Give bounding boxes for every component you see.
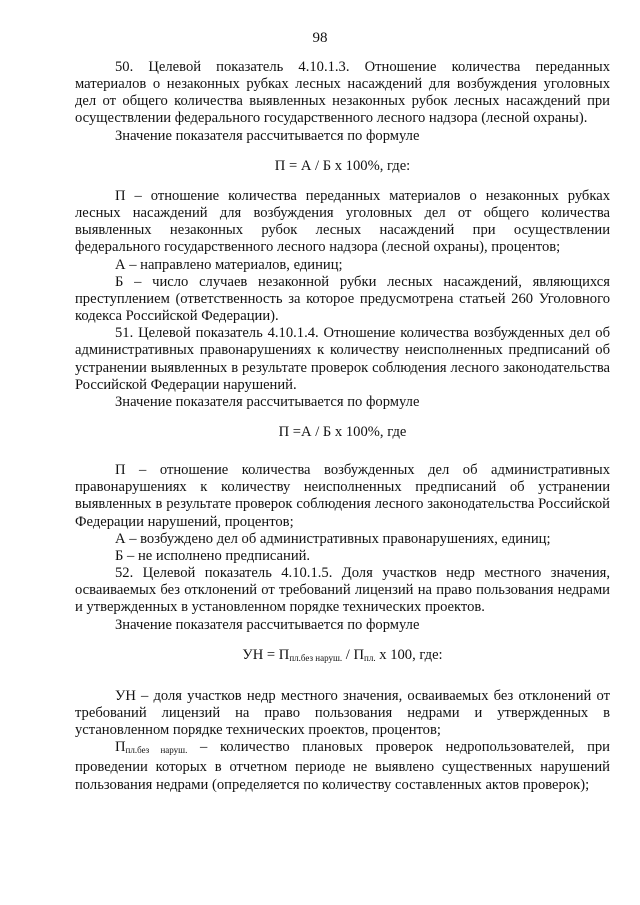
page-number: 98 bbox=[312, 30, 328, 46]
definition: А – возбуждено дел об административных правонарушениях, единиц; bbox=[115, 530, 551, 547]
definition-subscript: пл.без наруш. bbox=[125, 745, 188, 756]
formula-subscript: пл.без наруш. bbox=[289, 652, 343, 663]
formula-subscript: пл. bbox=[364, 652, 376, 663]
formula: П = А / Б х 100%, где: bbox=[274, 157, 411, 174]
formula-rhs: х 100, где: bbox=[375, 646, 443, 663]
definition: П – отношение количества возбужденных дел об административных правонарушениях к количеству неисполненных предписаний об устранении выявленных в результате проверок соблюдения лесного законодательства Российской Федерации нарушений, процентов; bbox=[75, 462, 610, 530]
formula bbox=[75, 647, 610, 667]
formula-intro: Значение показателя рассчитывается по формуле bbox=[115, 616, 420, 633]
definition: УН – доля участков недр местного значения, осваиваемых без отклонений от требований лицензий на право пользования недрами и утвержденных в установленном порядке технических проектов, процентов; bbox=[75, 687, 610, 739]
definition bbox=[75, 739, 610, 793]
definition-symbol: П bbox=[115, 739, 126, 756]
paragraph-52: 52. Целевой показатель 4.10.1.5. Доля участков недр местного значения, осваиваемых без отклонений от требований лицензий на право пользования недрами и утвержденных в установленном порядке технических проектов. bbox=[75, 565, 610, 616]
formula-intro: Значение показателя рассчитывается по формуле bbox=[115, 393, 420, 410]
formula-lhs: УН = П bbox=[242, 646, 290, 663]
definition: Б – не исполнено предписаний. bbox=[115, 547, 311, 564]
definition: А – направлено материалов, единиц; bbox=[115, 256, 343, 273]
formula-intro: Значение показателя рассчитывается по формуле bbox=[115, 127, 420, 144]
paragraph-51: 51. Целевой показатель 4.10.1.4. Отношение количества возбужденных дел об административных правонарушениях к количеству неисполненных предписаний об устранении выявленных в результате проверок соблюдения лесного законодательства Российской Федерации нарушений. bbox=[75, 325, 610, 393]
formula: П =А / Б х 100%, где bbox=[278, 423, 407, 440]
formula-mid: / П bbox=[342, 646, 365, 663]
definition: П – отношение количества переданных материалов о незаконных рубках лесных насаждений для возбуждения уголовных дел от общего количества выявленных незаконных рубок лесных насаждений при осуществлении федерального государственного лесного надзора (лесной охраны), процентов; bbox=[75, 187, 610, 256]
definition: Б – число случаев незаконной рубки лесных насаждений, являющихся преступлением (ответственность за которое предусмотрена статьей 260 Уголовного кодекса Российской Федерации). bbox=[75, 273, 610, 325]
definition-text: – количество плановых проверок недропользователей, при проведении которых в отчетном периоде не выявлено существенных нарушений пользования недрами (определяется по количеству составленных актов проверок); bbox=[75, 739, 610, 793]
document-body bbox=[75, 59, 610, 794]
paragraph-50: 50. Целевой показатель 4.10.1.3. Отношение количества переданных материалов о незаконных рубках лесных насаждений для возбуждения уголовных дел от общего количества выявленных незаконных рубок лесных насаждений при осуществлении федерального государственного лесного надзора (лесной охраны). bbox=[75, 59, 610, 127]
